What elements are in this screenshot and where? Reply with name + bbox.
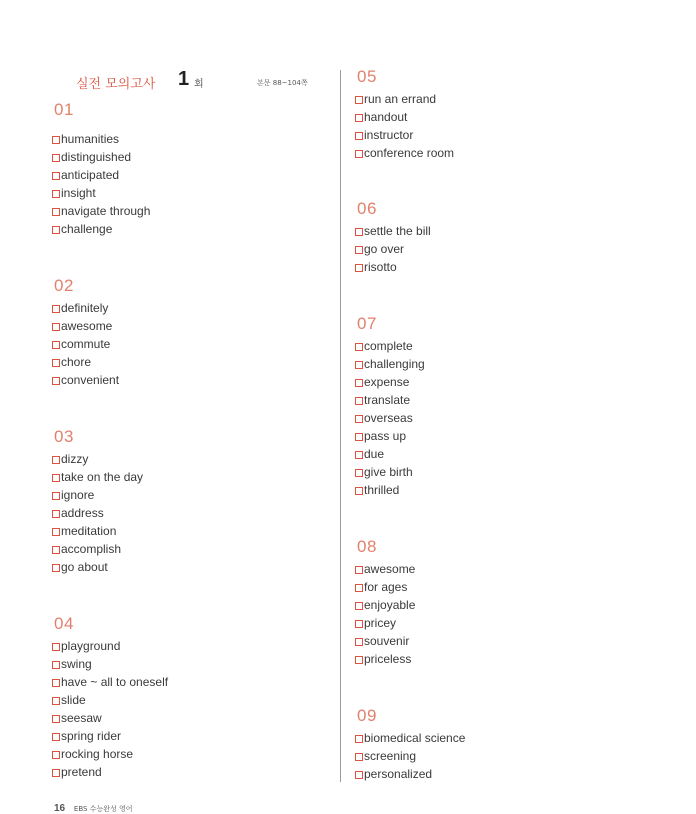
vocab-item [355,108,454,126]
vocab-item [355,560,415,578]
checkbox-icon[interactable] [355,735,363,743]
checkbox-icon[interactable] [52,208,60,216]
vocab-item [52,637,168,655]
checkbox-icon[interactable] [52,323,60,331]
vocab-text: risotto [364,260,397,274]
vocab-text: dizzy [61,452,89,466]
checkbox-icon[interactable] [52,136,60,144]
checkbox-icon[interactable] [355,96,363,104]
checkbox-icon[interactable] [355,343,363,351]
vocab-item [52,709,168,727]
vocab-text: insight [61,186,96,200]
section-number: 01 [54,100,74,119]
vocab-text: go about [61,560,108,574]
section-number: 03 [54,427,74,446]
vocab-text: go over [364,242,405,256]
vocab-item [355,391,425,409]
vocab-item [355,463,425,481]
vocab-item [355,650,415,668]
vocab-text: distinguished [61,150,132,164]
section-01 [52,100,150,238]
vocab-text: accomplish [61,542,122,556]
checkbox-icon[interactable] [355,602,363,610]
column-divider [340,70,341,782]
checkbox-icon[interactable] [52,341,60,349]
vocab-text: ignore [61,488,95,502]
vocab-text: enjoyable [364,598,416,612]
section-number: 09 [357,706,377,725]
vocab-item [355,596,415,614]
vocab-text: have ~ all to oneself [61,675,169,689]
vocab-item [355,90,454,108]
checkbox-icon[interactable] [52,474,60,482]
vocab-text: pass up [364,429,407,443]
checkbox-icon[interactable] [355,150,363,158]
checkbox-icon[interactable] [52,528,60,536]
section-02 [52,276,119,389]
round-number: 1 [178,68,190,90]
vocab-text: challenge [61,222,113,236]
vocab-item [355,578,415,596]
section-number: 06 [357,199,377,218]
vocab-item [52,450,143,468]
checkbox-icon[interactable] [355,114,363,122]
checkbox-icon[interactable] [52,492,60,500]
section-number: 07 [357,314,377,333]
vocab-item [52,745,168,763]
vocab-item [52,148,150,166]
vocab-item [52,763,168,781]
vocab-item [355,747,465,765]
checkbox-icon[interactable] [52,733,60,741]
vocab-item [52,727,168,745]
vocab-item [355,222,431,240]
vocab-item [52,673,168,691]
vocab-text: pricey [364,616,397,630]
checkbox-icon[interactable] [355,584,363,592]
vocab-item [355,126,454,144]
section-07 [355,314,425,499]
vocab-text: thrilled [364,483,400,497]
round-unit: 회 [194,79,204,90]
vocab-item [52,371,119,389]
checkbox-icon[interactable] [52,661,60,669]
vocab-text: instructor [364,128,414,142]
vocab-text: give birth [364,465,413,479]
vocab-text: address [61,506,104,520]
checkbox-icon[interactable] [52,697,60,705]
vocab-text: anticipated [61,168,120,182]
vocab-item [52,317,119,335]
vocab-text: settle the bill [364,224,431,238]
section-number: 08 [357,537,377,556]
vocab-item [355,481,425,499]
vocab-item [52,522,143,540]
vocab-item [355,258,431,276]
vocab-item [52,130,150,148]
vocab-item [355,373,425,391]
vocab-text: awesome [61,319,113,333]
checkbox-icon[interactable] [355,415,363,423]
vocab-text: definitely [61,301,109,315]
checkbox-icon[interactable] [52,226,60,234]
checkbox-icon[interactable] [355,132,363,140]
vocab-item [52,655,168,673]
checkbox-icon[interactable] [355,771,363,779]
vocab-text: slide [61,693,86,707]
checkbox-icon[interactable] [52,154,60,162]
section-03 [52,427,143,576]
checkbox-icon[interactable] [355,487,363,495]
vocab-item [52,691,168,709]
vocab-text: chore [61,355,92,369]
page-footer [54,803,132,814]
vocab-text: swing [61,657,92,671]
vocab-text: biomedical science [364,731,466,745]
checkbox-icon[interactable] [355,469,363,477]
vocab-item [355,765,465,783]
checkbox-icon[interactable] [52,172,60,180]
page-number: 16 [54,803,66,814]
exam-title: 실전 모의고사 [76,77,156,92]
vocab-item [52,353,119,371]
vocab-text: screening [364,749,417,763]
section-09 [355,706,465,783]
vocab-item [52,540,143,558]
section-number: 05 [357,67,377,86]
checkbox-icon[interactable] [355,620,363,628]
vocab-item [355,240,431,258]
vocab-item [355,409,425,427]
vocab-text: awesome [364,562,416,576]
vocab-text: pretend [61,765,102,779]
checkbox-icon[interactable] [52,456,60,464]
vocab-item [355,729,465,747]
vocab-item [355,614,415,632]
vocab-item [52,220,150,238]
checkbox-icon[interactable] [355,566,363,574]
vocab-text: handout [364,110,408,124]
section-number: 02 [54,276,74,295]
vocab-item [355,337,425,355]
checkbox-icon[interactable] [52,359,60,367]
checkbox-icon[interactable] [52,546,60,554]
checkbox-icon[interactable] [52,715,60,723]
vocab-text: for ages [364,580,408,594]
checkbox-icon[interactable] [52,751,60,759]
vocab-item [52,504,143,522]
section-number: 04 [54,614,74,633]
vocab-item [355,355,425,373]
section-05 [355,67,454,162]
vocab-text: meditation [61,524,117,538]
vocab-item [355,632,415,650]
checkbox-icon[interactable] [52,564,60,572]
section-08 [355,537,415,668]
checkbox-icon[interactable] [355,379,363,387]
checkbox-icon[interactable] [355,228,363,236]
vocab-text: playground [61,639,121,653]
checkbox-icon[interactable] [355,246,363,254]
vocab-text: seesaw [61,711,102,725]
vocab-text: run an errand [364,92,437,106]
checkbox-icon[interactable] [355,638,363,646]
section-04 [52,614,168,781]
vocab-text: humanities [61,132,120,146]
vocab-text: rocking horse [61,747,134,761]
vocab-item [52,558,143,576]
checkbox-icon[interactable] [355,361,363,369]
vocab-text: souvenir [364,634,410,648]
vocab-item [355,445,425,463]
vocab-item [52,486,143,504]
vocab-text: navigate through [61,204,151,218]
checkbox-icon[interactable] [355,656,363,664]
vocab-text: translate [364,393,411,407]
vocab-text: commute [61,337,111,351]
vocab-text: expense [364,375,410,389]
vocab-text: spring rider [61,729,122,743]
vocab-text: challenging [364,357,425,371]
checkbox-icon[interactable] [355,433,363,441]
checkbox-icon[interactable] [52,643,60,651]
vocab-text: conference room [364,146,455,160]
vocab-item [52,166,150,184]
vocab-text: take on the day [61,470,144,484]
vocab-item [52,184,150,202]
checkbox-icon[interactable] [52,190,60,198]
checkbox-icon[interactable] [355,451,363,459]
checkbox-icon[interactable] [52,679,60,687]
vocab-text: due [364,447,385,461]
vocab-text: convenient [61,373,120,387]
vocab-item [52,202,150,220]
vocab-text: overseas [364,411,413,425]
checkbox-icon[interactable] [355,264,363,272]
vocab-item [52,335,119,353]
checkbox-icon[interactable] [52,305,60,313]
page-header [0,68,340,94]
vocab-item [52,468,143,486]
vocab-text: complete [364,339,413,353]
checkbox-icon[interactable] [355,397,363,405]
page-reference: 본문 88~104쪽 [257,79,308,87]
vocab-text: priceless [364,652,412,666]
vocab-text: personalized [364,767,433,781]
vocab-item [355,144,454,162]
book-title: EBS 수능완성 영어 [73,805,133,813]
checkbox-icon[interactable] [52,377,60,385]
vocab-item [355,427,425,445]
checkbox-icon[interactable] [355,753,363,761]
vocab-item [52,299,119,317]
checkbox-icon[interactable] [52,510,60,518]
section-06 [355,199,431,276]
checkbox-icon[interactable] [52,769,60,777]
